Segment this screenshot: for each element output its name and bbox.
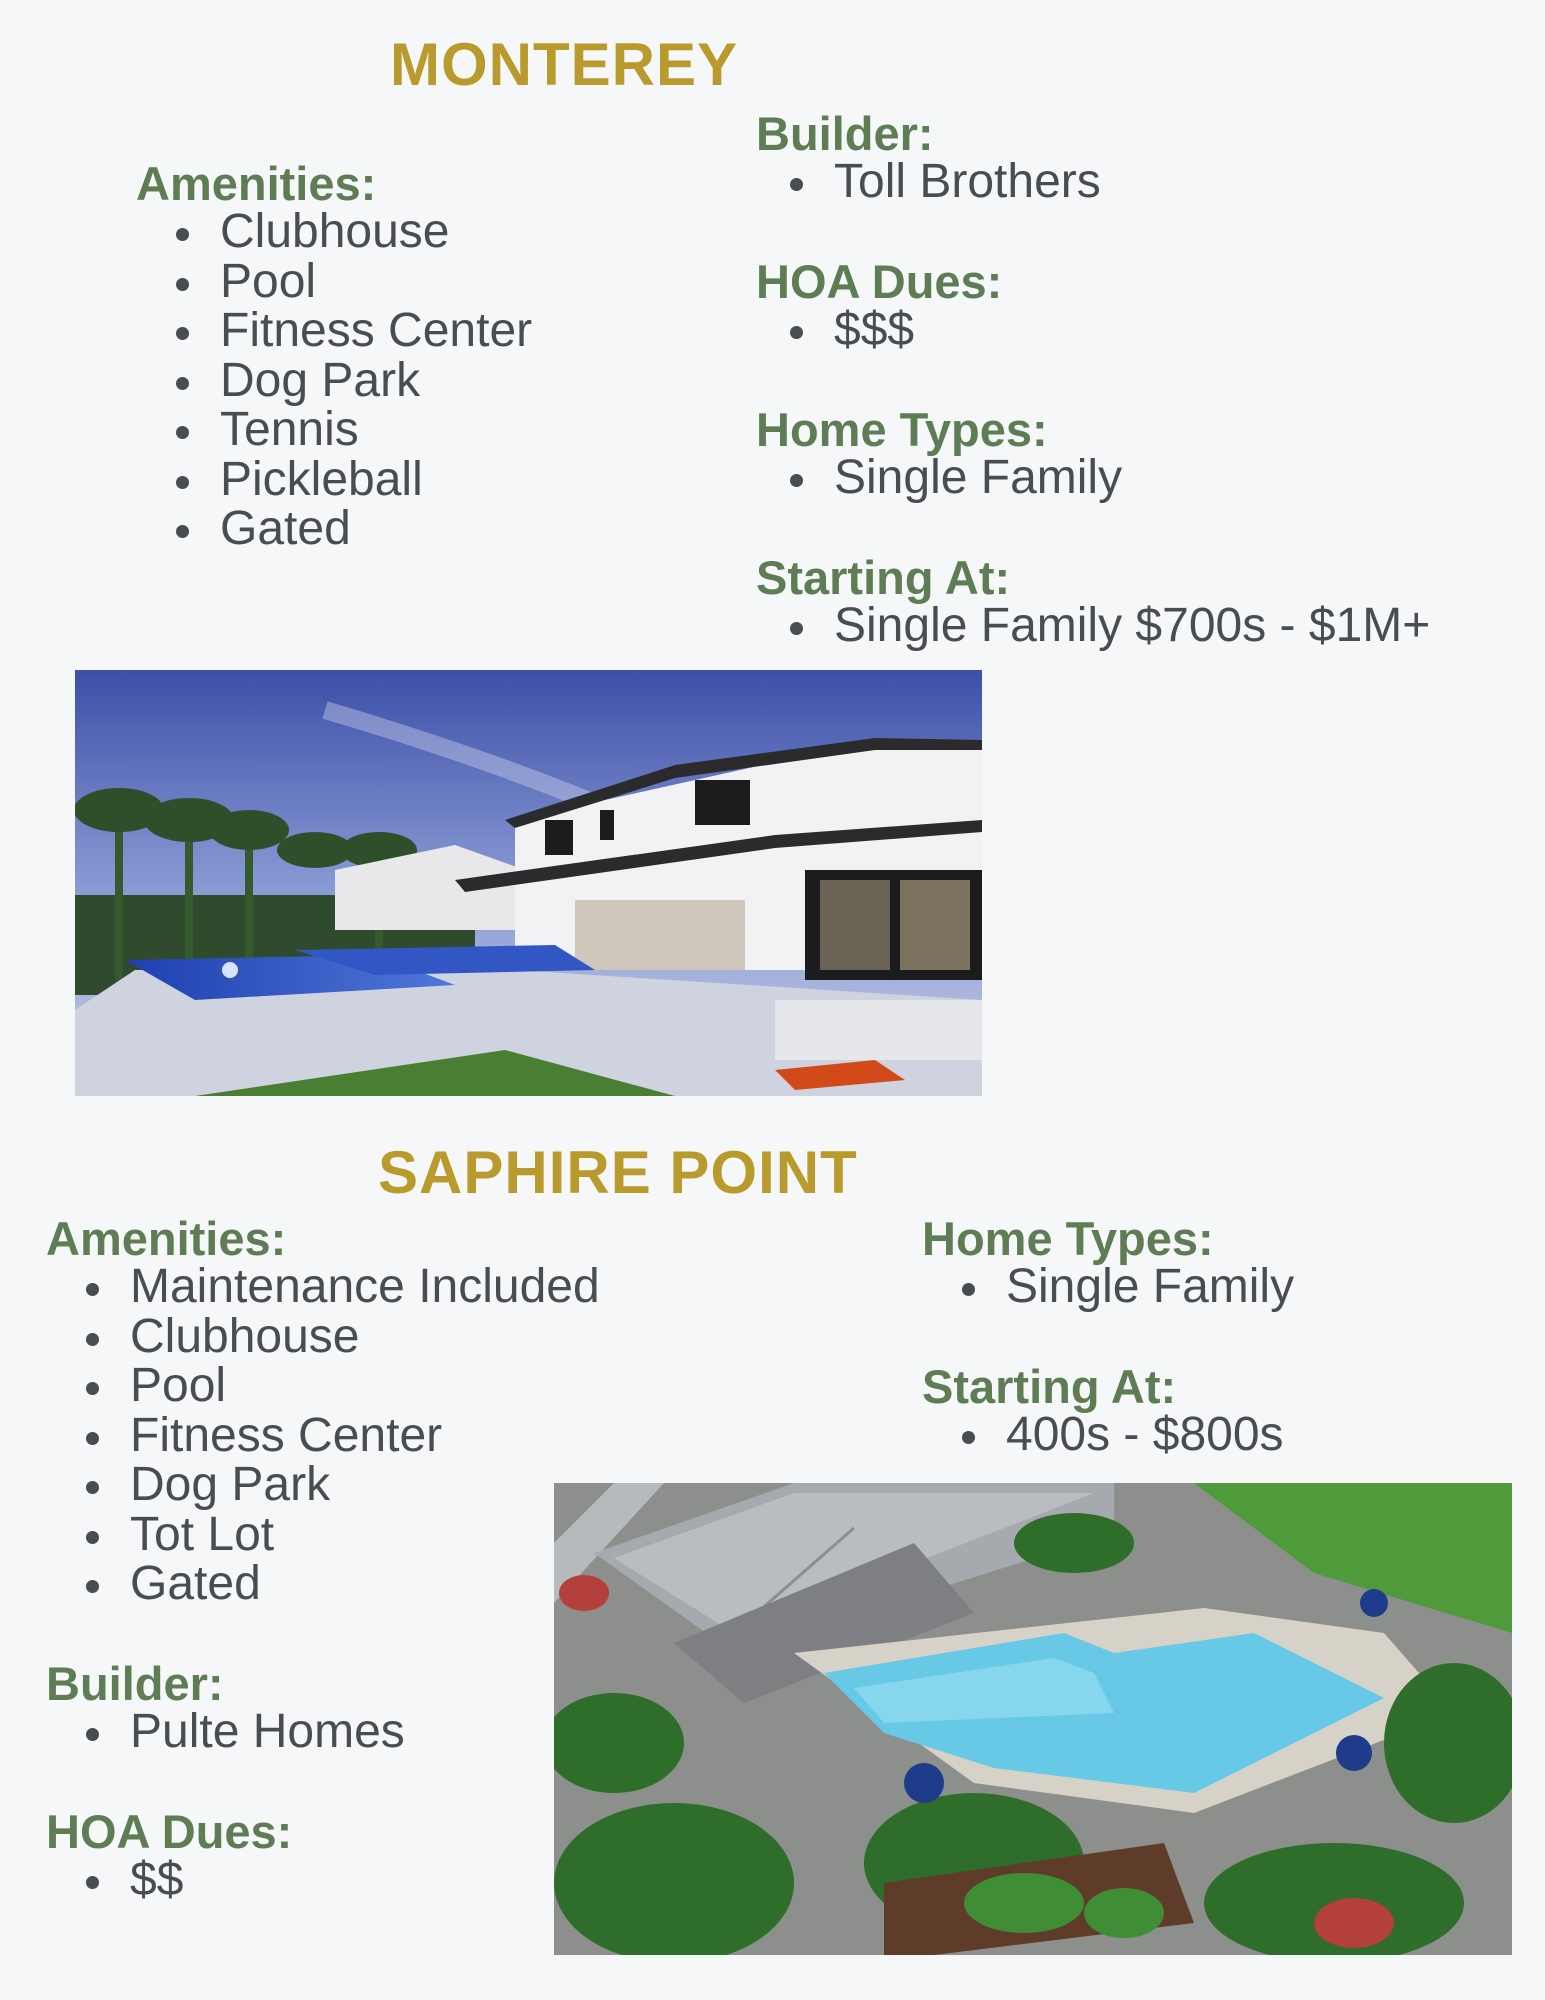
saphire-amenities-section: [46, 1212, 600, 1610]
monterey-hoa-list: [786, 305, 1002, 355]
saphire-starting-at-heading: Starting At:: [922, 1360, 1177, 1413]
list-item: Fitness Center: [172, 306, 532, 356]
list-item: Single Family: [786, 453, 1122, 503]
saphire-hoa-section: [46, 1805, 293, 1906]
list-item: Pool: [172, 257, 532, 307]
saphire-builder-heading: Builder:: [46, 1657, 224, 1710]
list-item: Dog Park: [172, 356, 532, 406]
list-item: Single Family: [958, 1262, 1294, 1312]
saphire-hoa-list: [82, 1855, 292, 1905]
list-item: Clubhouse: [82, 1312, 600, 1362]
house-pool-illustration: [75, 670, 982, 1096]
saphire-point-title: SAPHIRE POINT: [378, 1139, 858, 1206]
monterey-builder-heading: Builder:: [756, 107, 934, 160]
saphire-starting-at-section: [922, 1360, 1284, 1461]
list-item: Tot Lot: [82, 1510, 600, 1560]
monterey-starting-at-heading: Starting At:: [756, 551, 1011, 604]
list-item: Tennis: [172, 405, 532, 455]
list-item: Pulte Homes: [82, 1707, 405, 1757]
saphire-amenities-heading: Amenities:: [46, 1212, 287, 1265]
list-item: $$: [82, 1855, 292, 1905]
saphire-home-types-heading: Home Types:: [922, 1212, 1214, 1265]
monterey-amenities-list: [172, 207, 532, 554]
list-item: Clubhouse: [172, 207, 532, 257]
list-item: Fitness Center: [82, 1411, 600, 1461]
saphire-home-types-section: [922, 1212, 1295, 1313]
monterey-home-types-list: [786, 453, 1122, 503]
monterey-amenities-section: [136, 157, 533, 555]
monterey-amenities-heading: Amenities:: [136, 157, 377, 210]
monterey-builder-section: [756, 107, 1101, 208]
saphire-builder-list: [82, 1707, 405, 1757]
monterey-starting-at-section: [756, 551, 1431, 652]
monterey-builder-list: [786, 157, 1101, 207]
monterey-hoa-heading: HOA Dues:: [756, 255, 1003, 308]
list-item: Pickleball: [172, 455, 532, 505]
list-item: $$$: [786, 305, 1002, 355]
saphire-builder-section: [46, 1657, 405, 1758]
list-item: Gated: [82, 1559, 600, 1609]
saphire-clubhouse-pool-photo: [554, 1483, 1512, 1955]
monterey-home-types-section: [756, 403, 1123, 504]
saphire-home-types-list: [958, 1262, 1294, 1312]
list-item: Toll Brothers: [786, 157, 1101, 207]
saphire-starting-at-list: [958, 1410, 1284, 1460]
monterey-home-photo: [75, 670, 982, 1096]
monterey-hoa-section: [756, 255, 1003, 356]
list-item: Pool: [82, 1361, 600, 1411]
list-item: Maintenance Included: [82, 1262, 600, 1312]
saphire-amenities-list: [82, 1262, 600, 1609]
list-item: 400s - $800s: [958, 1410, 1284, 1460]
monterey-home-types-heading: Home Types:: [756, 403, 1048, 456]
aerial-pool-illustration: [554, 1483, 1512, 1955]
list-item: Dog Park: [82, 1460, 600, 1510]
saphire-hoa-heading: HOA Dues:: [46, 1805, 293, 1858]
list-item: Gated: [172, 504, 532, 554]
monterey-title: MONTEREY: [390, 31, 739, 98]
list-item: Single Family $700s - $1M+: [786, 601, 1430, 651]
monterey-starting-at-list: [786, 601, 1430, 651]
